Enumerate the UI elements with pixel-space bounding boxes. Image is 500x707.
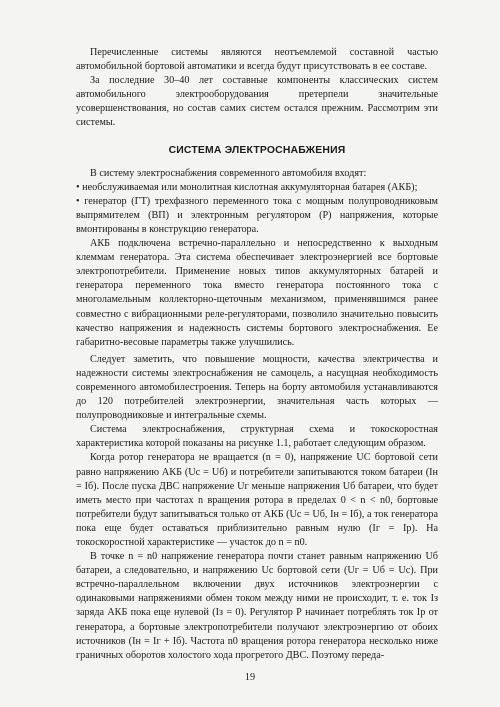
body-paragraph-2: Следует заметить, что повышение мощности, качества электричества и надежности системы электроснабжения не самоцель, а насущная необходимость современного автомобилестроения. Теперь на борту автомобиля устанавливаются до 120 потребителей электроэнергии, значительная часть которых — полупроводниковые и интегральные схемы. [76,353,438,422]
bullet-text-generator: • генератор (ГТ) трехфазного переменного тока с мощным полупроводниковым выпрямителем (ВП) и электронным регулятором (Р) напряжения, которые вмонтированы в конструкцию генератора. [76,196,438,235]
page-content [76,46,438,663]
bullet-item-generator [76,195,438,237]
page-number: 19 [244,672,256,683]
body-paragraph-1: АКБ подключена встречно-параллельно и непосредственно к выходным клеммам генератора. Эта система обеспечивает электроэнергией все бортовые электропотребители. Применение новых типов аккумуляторных батарей и генератора переменного тока вместо генератора постоянного тока с многоламельным коллекторно-щеточным механизмом, применявшимся ранее совместно с вибрационными реле-регуляторами, позволило значительно повысить качество напряжения и надежность системы бортового электроснабжения. Ее габаритно-весовые параметры также улучшились. [76,238,438,348]
intro-paragraph-2: За последние 30–40 лет составные компоненты классических систем автомобильного электрооборудования претерпели значительные усовершенствования, но состав самих систем остался прежним. Рассмотрим эти системы. [76,75,438,129]
intro-paragraph-1: Перечисленные системы являются неотъемлемой составной частью автомобильной бортовой автоматики и всегда будут присутствовать в ее составе. [76,47,438,73]
section-heading: СИСТЕМА ЭЛЕКТРОСНАБЖЕНИЯ [168,144,346,156]
bullet-item-battery [76,181,438,195]
body-paragraph-3: Система электроснабжения, структурная схема и токоскоростная характеристика которой показаны на рисунке 1.1, работает следующим образом. [76,424,438,450]
body-paragraph-4: Когда ротор генератора не вращается (n = 0), напряжение UС бортовой сети равно напряжению АКБ (Uс = Uб) и потребители запитываются током батареи (Iн = Iб). После пуска ДВС напряжение Uг меньше напряжения Uб батареи, что будет иметь место при частотах n вращения ротора в пределах 0 < n < n0, бортовые потребители будут запитываться только от АКБ (Uс = Uб, Iн = Iб), а ток генератора пока еще будет оставаться приблизительно равным нулю (Iг = Iр). На токоскоростной характеристике — участок до n = n0. [76,452,438,548]
body-paragraph-5: В точке n = n0 напряжение генератора почти станет равным напряжению Uб батареи, а следовательно, и напряжению Uс бортовой сети (Uг = Uб = Uс). При встречно-параллельном включении двух источников электроэнергии с одинаковыми напряжениями обмен током между ними не происходит, т. е. ток Iз заряда АКБ пока еще нулевой (Iз = 0). Регулятор Р начинает потреблять ток Iр от генератора, а бортовые электропотребители получают электроэнергию от обоих источников (Iн = Iг + Iб). Частота n0 вращения ротора генератора несколько ниже граничных оборотов холостого хода прогретого ДВС. Поэтому переда- [76,551,438,661]
lead-paragraph: В систему электроснабжения современного автомобиля входят: [90,167,367,179]
bullet-text-battery: • необслуживаемая или монолитная кислотная аккумуляторная батарея (АКБ); [76,182,417,193]
